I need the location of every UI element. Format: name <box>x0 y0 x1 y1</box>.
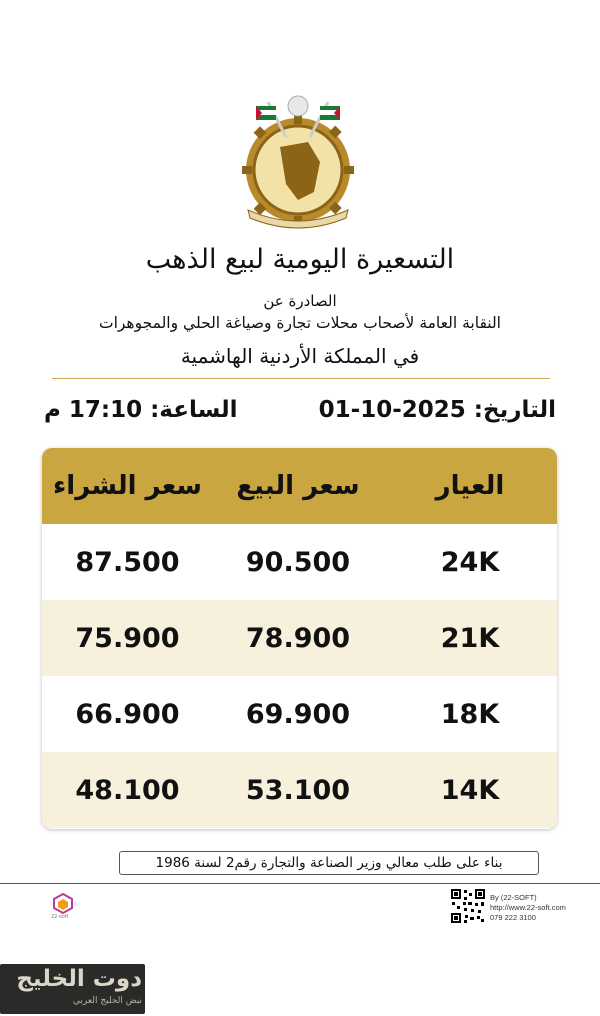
time-value: 17:10 م <box>44 397 143 423</box>
karat-cell: 14K <box>440 774 500 806</box>
karat-cell: 18K <box>440 698 500 730</box>
karat-cell: 21K <box>440 622 500 654</box>
time-label: الساعة: <box>150 397 238 423</box>
buy-price-cell: 75.900 <box>75 622 180 654</box>
issued-by-text: الصادرة عن <box>263 292 337 310</box>
sell-price-cell: 69.900 <box>245 698 351 730</box>
time-group <box>44 397 238 423</box>
ministry-note: بناء على طلب معالي وزير الصناعة والتجارة رقم2 لسنة 1986 <box>119 851 539 875</box>
credit-block <box>490 893 566 923</box>
page-title: التسعيرة اليومية لبيع الذهب <box>145 244 455 275</box>
karat-header: العيار <box>435 471 505 501</box>
sell-price-cell: 78.900 <box>245 622 351 654</box>
country-text: في المملكة الأردنية الهاشمية <box>180 344 420 368</box>
gold-price-table <box>42 448 557 829</box>
table-row <box>42 524 557 600</box>
karat-cell: 24K <box>440 546 500 578</box>
table-header <box>42 448 557 524</box>
date-label: التاريخ: <box>473 397 556 423</box>
credit-by: By (22-SOFT) <box>490 893 537 902</box>
union-emblem-icon <box>228 92 368 232</box>
brand-label: 22-soft <box>51 914 69 920</box>
buy-price-cell: 87.500 <box>75 546 180 578</box>
date-group <box>319 397 556 423</box>
watermark <box>0 964 145 1014</box>
sell-price-cell: 90.500 <box>245 546 351 578</box>
table-row <box>42 752 557 828</box>
union-name-text: النقابة العامة لأصحاب محلات تجارة وصياغة الحلي والمجوهرات <box>98 314 501 332</box>
divider <box>52 378 550 379</box>
date-value: 01-10-2025 <box>318 397 466 423</box>
sell-price-header: سعر البيع <box>236 471 360 501</box>
buy-price-header: سعر الشراء <box>53 471 202 501</box>
sell-price-cell: 53.100 <box>245 774 351 806</box>
date-time-line <box>44 397 556 433</box>
watermark-tagline: نبض الخليج العربي <box>72 996 142 1006</box>
footer-divider <box>0 883 600 884</box>
table-row <box>42 600 557 676</box>
watermark-title: دوت الخليج <box>16 966 142 992</box>
buy-price-cell: 48.100 <box>75 774 180 806</box>
table-row <box>42 676 557 752</box>
buy-price-cell: 66.900 <box>75 698 180 730</box>
credit-phone: 079 222 3100 <box>490 913 536 922</box>
credit-url[interactable]: http://www.22-soft.com <box>490 903 566 912</box>
qr-code-icon[interactable] <box>450 888 486 924</box>
